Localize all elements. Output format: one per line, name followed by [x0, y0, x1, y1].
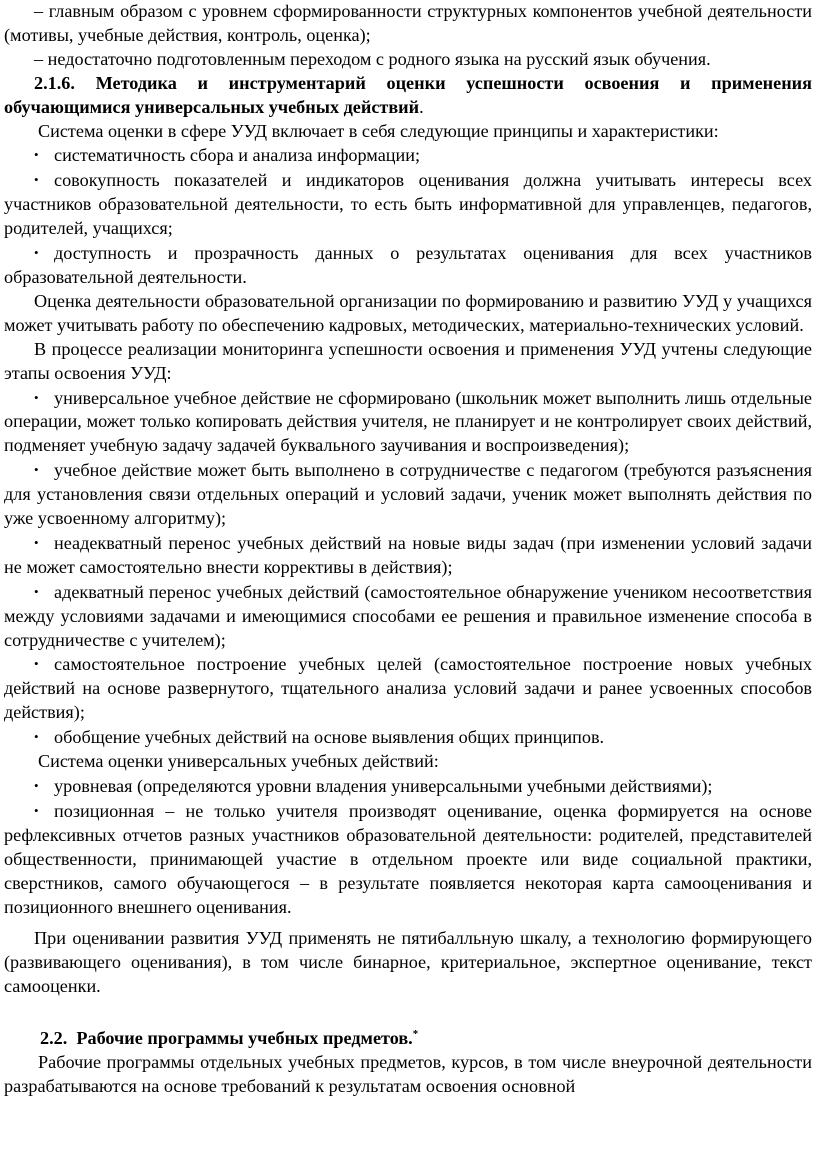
list-item: • универсальное учебное действие не сформировано (школьник может выполнить лишь отдельные операции, может только копировать действия учителя, не планирует и не контролирует своих действий, подменяет учебную задачу задачей буквального заучивания и воспроизведения);	[4, 387, 812, 456]
section-number: 2.2.	[40, 1028, 68, 1049]
section-heading	[4, 1027, 812, 1051]
bullet-icon: •	[34, 389, 39, 405]
bullet-icon: •	[34, 802, 39, 818]
system-uud-intro: Система оценки универсальных учебных действий:	[38, 751, 439, 772]
heading-title: Методика и инструментарий оценки успешности освоения и применения обучающимися универсальных учебных действий	[4, 72, 812, 117]
bullet-icon: •	[34, 778, 39, 793]
list-item: • доступность и прозрачность данных о результатах оценивания для всех участников образовательной деятельности.	[4, 243, 812, 287]
list-item: • неадекватный перенос учебных действий на новые виды задач (при изменении условий задачи не может самостоятельно внести коррективы в действия);	[4, 532, 812, 577]
paragraph-org: Оценка деятельности образовательной организации по формированию и развитию УУД у учащихся может учитывать работу по обеспечению кадровых, методических, материально-технических условий.	[4, 290, 812, 335]
footnote-mark[interactable]: *	[412, 1028, 419, 1041]
subsection-heading	[4, 72, 812, 120]
list-item: • адекватный перенос учебных действий (самостоятельное обнаружение учеником несоответствия между условиями задачами и имеющимися способами ее решения и правильное изменение способа в сотрудничестве с учителем);	[4, 581, 812, 650]
section-title: Рабочие программы учебных предметов.	[76, 1028, 413, 1049]
bullet-icon: •	[34, 534, 39, 550]
bullet-icon: •	[34, 583, 39, 599]
paragraph-last: Рабочие программы отдельных учебных предметов, курсов, в том числе внеурочной деятельности разрабатываются на основе требований к результатам освоения основной	[4, 1052, 812, 1096]
list-item: • совокупность показателей и индикаторов оценивания должна учитывать интересы всех участников образовательной деятельности, то есть быть информативной для управленцев, педагогов, родителей, учащихся;	[4, 170, 812, 239]
list-item: • уровневая (определяются уровни владения универсальными учебными действиями);	[34, 776, 713, 796]
bullet-icon: •	[34, 462, 39, 478]
bullet-icon: •	[34, 245, 39, 261]
intro-line-1: – главным образом с уровнем сформированности структурных компонентов учебной деятельности (мотивы, учебные действия, контроль, оценка);	[4, 1, 812, 45]
heading-tail: .	[419, 96, 424, 117]
intro-line-2: – недостаточно подготовленным переходом с родного языка на русский язык обучения.	[34, 48, 711, 69]
spacer	[4, 999, 812, 1021]
paragraph-eval: При оценивании развития УУД применять не пятибалльную шкалу, а технологию формирующего (развивающего оценивания), в том числе бинарное, критериальное, экспертное оценивание, текст самооценки.	[4, 928, 812, 997]
list-item: • обобщение учебных действий на основе выявления общих принципов.	[34, 727, 605, 748]
list-item: • систематичность сбора и анализа информации;	[34, 145, 421, 166]
paragraph-monitor: В процессе реализации мониторинга успешности освоения и применения УУД учтены следующие этапы освоения УУД:	[4, 338, 812, 383]
heading-number: 2.1.6.	[34, 72, 75, 93]
list-item: • самостоятельное построение учебных целей (самостоятельное построение новых учебных действий на основе развернутого, тщательного анализа условий задачи и ранее усвоенных способов действия);	[4, 654, 812, 723]
system-intro: Система оценки в сфере УУД включает в себя следующие принципы и характеристики:	[38, 120, 719, 141]
bullet-icon: •	[34, 172, 39, 188]
document-page	[4, 0, 812, 1099]
bullet-icon: •	[34, 656, 39, 672]
bullet-icon: •	[34, 147, 39, 163]
list-item: • позиционная – не только учителя производят оценивание, оценка формируется на основе рефлексивных отчетов разных участников образовательной деятельности: родителей, представителей общественности, принимающей участие в отдельном проекте или виде социальной практики, сверстников, самого обучающегося – в результате появляется некоторая карта самооценивания и позиционного внешнего оценивания.	[4, 800, 812, 917]
list-item: • учебное действие может быть выполнено в сотрудничестве с педагогом (требуются разъяснения для установления связи отдельных операций и условий задачи, ученик может выполнять действия по уже усвоенному алгоритму);	[4, 460, 812, 529]
bullet-icon: •	[34, 729, 39, 745]
